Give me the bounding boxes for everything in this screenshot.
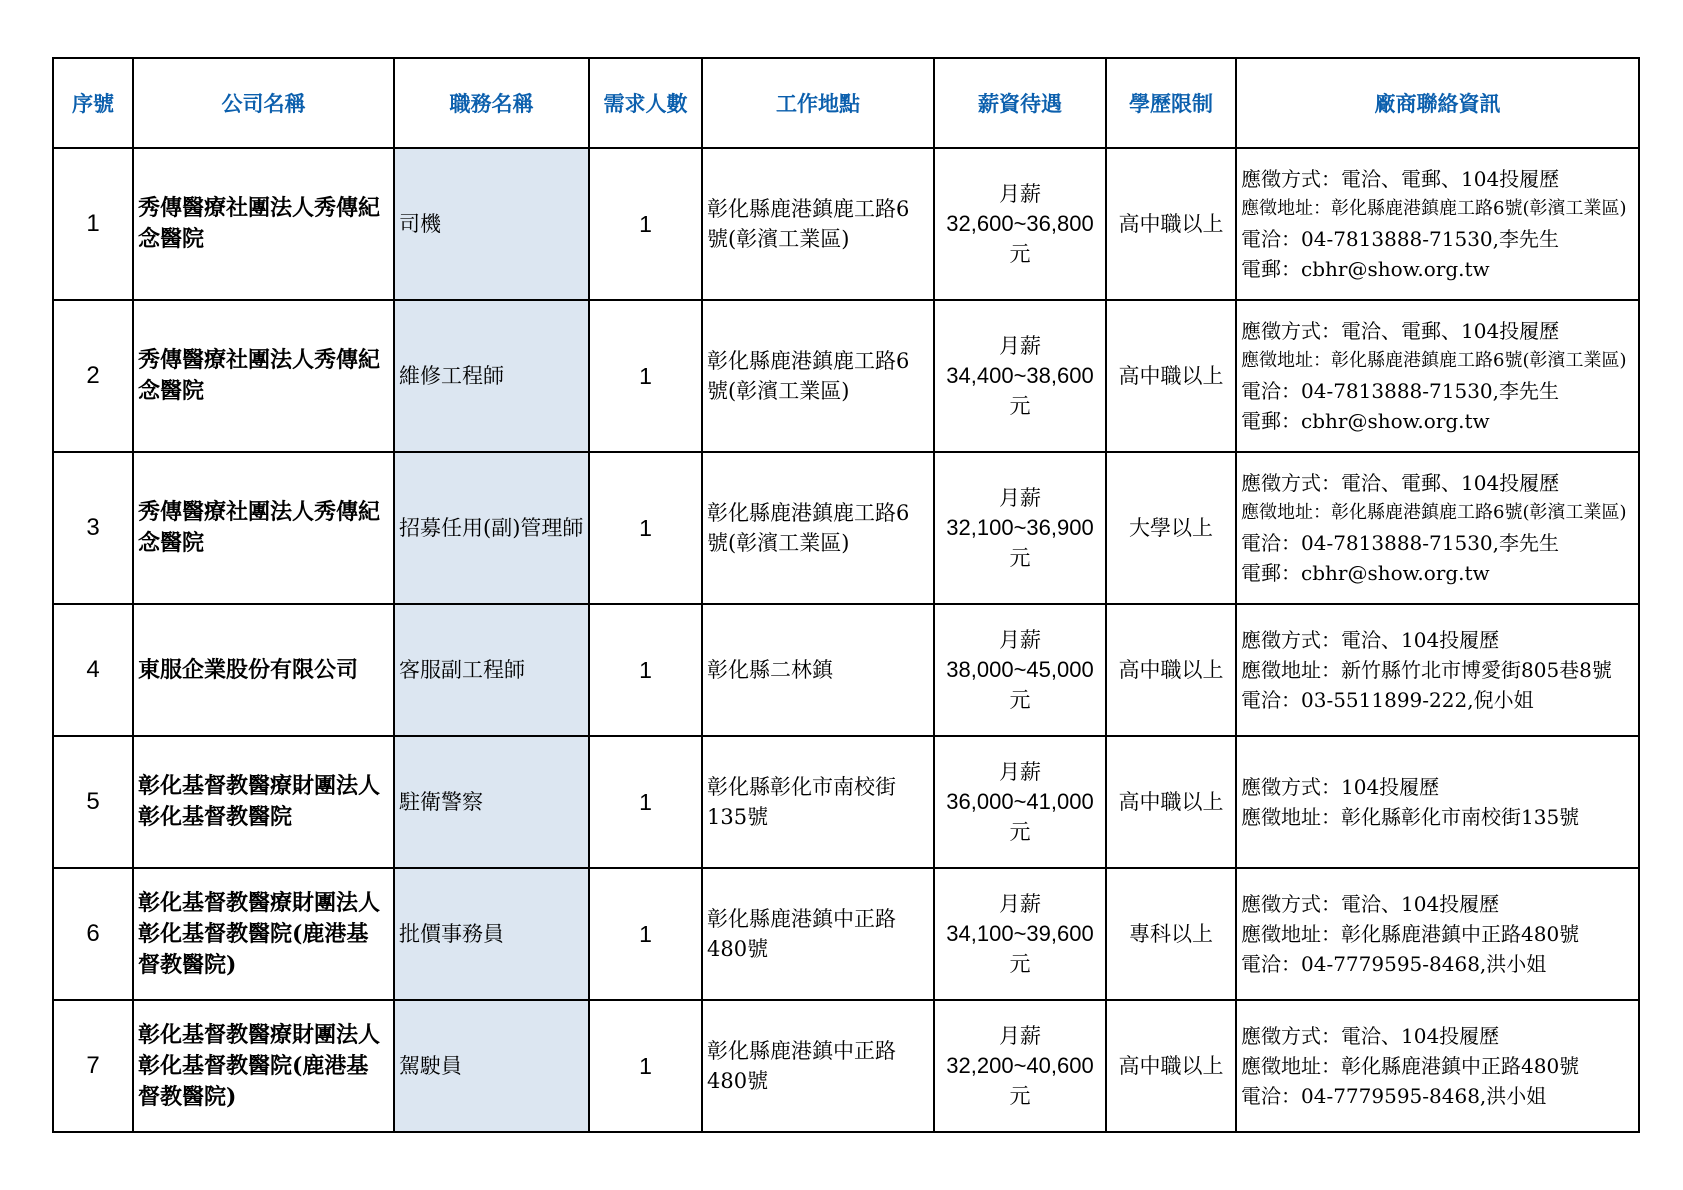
header-salary: 薪資待遇 xyxy=(934,58,1106,148)
contact-line: 應徵地址：彰化縣彰化市南校街135號 xyxy=(1241,805,1580,829)
salary-label: 月薪 xyxy=(999,182,1041,206)
contact-line: 電洽：04-7779595-8468,洪小姐 xyxy=(1241,952,1547,976)
row-contact xyxy=(1236,148,1639,300)
contact-line: 應徵地址：彰化縣鹿港鎮中正路480號 xyxy=(1241,922,1580,946)
row-location: 彰化縣鹿港鎮中正路480號 xyxy=(702,868,934,1000)
row-seq: 6 xyxy=(53,868,133,1000)
row-contact xyxy=(1236,736,1639,868)
row-contact xyxy=(1236,300,1639,452)
salary-range: 32,200~40,600 xyxy=(946,1053,1094,1078)
contact-line: 應徵方式：電洽、電郵、104投履歷 xyxy=(1241,319,1560,343)
contact-line: 應徵方式：電洽、104投履歷 xyxy=(1241,1024,1500,1048)
table-row xyxy=(53,604,1639,736)
row-location: 彰化縣彰化市南校街135號 xyxy=(702,736,934,868)
row-count: 1 xyxy=(589,148,702,300)
salary-range: 34,100~39,600 xyxy=(946,921,1094,946)
salary-label: 月薪 xyxy=(999,892,1041,916)
contact-line: 電郵：cbhr@show.org.tw xyxy=(1241,561,1490,585)
row-seq: 7 xyxy=(53,1000,133,1132)
contact-line: 應徵方式：電洽、電郵、104投履歷 xyxy=(1241,471,1560,495)
row-location: 彰化縣鹿港鎮鹿工路6號(彰濱工業區) xyxy=(702,452,934,604)
row-location: 彰化縣鹿港鎮鹿工路6號(彰濱工業區) xyxy=(702,148,934,300)
row-company: 秀傳醫療社團法人秀傳紀念醫院 xyxy=(133,148,394,300)
contact-line: 應徵方式：電洽、電郵、104投履歷 xyxy=(1241,167,1560,191)
row-count: 1 xyxy=(589,736,702,868)
row-job-title: 客服副工程師 xyxy=(394,604,589,736)
contact-line: 電洽：03-5511899-222,倪小姐 xyxy=(1241,688,1534,712)
row-contact xyxy=(1236,1000,1639,1132)
table-row xyxy=(53,300,1639,452)
header-contact: 廠商聯絡資訊 xyxy=(1236,58,1639,148)
row-salary xyxy=(934,1000,1106,1132)
row-contact xyxy=(1236,604,1639,736)
table-header-row xyxy=(53,58,1639,148)
salary-unit: 元 xyxy=(1009,820,1031,844)
contact-line: 電洽：04-7813888-71530,李先生 xyxy=(1241,227,1560,251)
row-job-title: 駕駛員 xyxy=(394,1000,589,1132)
row-education: 高中職以上 xyxy=(1106,148,1236,300)
row-education: 高中職以上 xyxy=(1106,736,1236,868)
row-contact xyxy=(1236,868,1639,1000)
row-salary xyxy=(934,148,1106,300)
row-job-title: 駐衛警察 xyxy=(394,736,589,868)
contact-line: 應徵方式：104投履歷 xyxy=(1241,775,1440,799)
row-company: 彰化基督教醫療財團法人彰化基督教醫院(鹿港基督教醫院) xyxy=(133,1000,394,1132)
row-salary xyxy=(934,452,1106,604)
row-count: 1 xyxy=(589,604,702,736)
row-company: 秀傳醫療社團法人秀傳紀念醫院 xyxy=(133,300,394,452)
salary-range: 34,400~38,600 xyxy=(946,363,1094,388)
table-row xyxy=(53,148,1639,300)
row-job-title: 招募任用(副)管理師 xyxy=(394,452,589,604)
salary-label: 月薪 xyxy=(999,1024,1041,1048)
row-location: 彰化縣鹿港鎮鹿工路6號(彰濱工業區) xyxy=(702,300,934,452)
row-salary xyxy=(934,604,1106,736)
header-location: 工作地點 xyxy=(702,58,934,148)
row-seq: 5 xyxy=(53,736,133,868)
table-row xyxy=(53,868,1639,1000)
salary-range: 38,000~45,000 xyxy=(946,657,1094,682)
salary-label: 月薪 xyxy=(999,628,1041,652)
contact-line: 應徵方式：電洽、104投履歷 xyxy=(1241,892,1500,916)
row-education: 大學以上 xyxy=(1106,452,1236,604)
header-company: 公司名稱 xyxy=(133,58,394,148)
salary-range: 32,600~36,800 xyxy=(946,211,1094,236)
row-count: 1 xyxy=(589,452,702,604)
contact-line: 電郵：cbhr@show.org.tw xyxy=(1241,257,1490,281)
table-row xyxy=(53,1000,1639,1132)
row-company: 東服企業股份有限公司 xyxy=(133,604,394,736)
row-location: 彰化縣二林鎮 xyxy=(702,604,934,736)
row-seq: 2 xyxy=(53,300,133,452)
row-education: 高中職以上 xyxy=(1106,604,1236,736)
salary-range: 32,100~36,900 xyxy=(946,515,1094,540)
contact-line: 應徵地址：彰化縣鹿港鎮鹿工路6號(彰濱工業區) xyxy=(1241,198,1627,219)
row-contact xyxy=(1236,452,1639,604)
salary-unit: 元 xyxy=(1009,394,1031,418)
row-location: 彰化縣鹿港鎮中正路480號 xyxy=(702,1000,934,1132)
header-seq: 序號 xyxy=(53,58,133,148)
row-job-title: 司機 xyxy=(394,148,589,300)
contact-line: 電洽：04-7813888-71530,李先生 xyxy=(1241,531,1560,555)
row-job-title: 維修工程師 xyxy=(394,300,589,452)
row-salary xyxy=(934,868,1106,1000)
contact-line: 電洽：04-7779595-8468,洪小姐 xyxy=(1241,1084,1547,1108)
salary-unit: 元 xyxy=(1009,546,1031,570)
contact-line: 應徵方式：電洽、104投履歷 xyxy=(1241,628,1500,652)
contact-line: 應徵地址：彰化縣鹿港鎮鹿工路6號(彰濱工業區) xyxy=(1241,502,1627,523)
row-company: 秀傳醫療社團法人秀傳紀念醫院 xyxy=(133,452,394,604)
row-seq: 4 xyxy=(53,604,133,736)
salary-unit: 元 xyxy=(1009,688,1031,712)
row-company: 彰化基督教醫療財團法人彰化基督教醫院(鹿港基督教醫院) xyxy=(133,868,394,1000)
row-education: 專科以上 xyxy=(1106,868,1236,1000)
salary-unit: 元 xyxy=(1009,1084,1031,1108)
row-education: 高中職以上 xyxy=(1106,300,1236,452)
salary-unit: 元 xyxy=(1009,952,1031,976)
row-salary xyxy=(934,736,1106,868)
header-title: 職務名稱 xyxy=(394,58,589,148)
row-seq: 3 xyxy=(53,452,133,604)
contact-line: 應徵地址：彰化縣鹿港鎮中正路480號 xyxy=(1241,1054,1580,1078)
contact-line: 電洽：04-7813888-71530,李先生 xyxy=(1241,379,1560,403)
row-seq: 1 xyxy=(53,148,133,300)
salary-label: 月薪 xyxy=(999,760,1041,784)
row-education: 高中職以上 xyxy=(1106,1000,1236,1132)
table-row xyxy=(53,736,1639,868)
salary-label: 月薪 xyxy=(999,486,1041,510)
row-count: 1 xyxy=(589,300,702,452)
salary-range: 36,000~41,000 xyxy=(946,789,1094,814)
salary-label: 月薪 xyxy=(999,334,1041,358)
row-job-title: 批價事務員 xyxy=(394,868,589,1000)
contact-line: 應徵地址：新竹縣竹北市博愛街805巷8號 xyxy=(1241,658,1612,682)
row-company: 彰化基督教醫療財團法人彰化基督教醫院 xyxy=(133,736,394,868)
contact-line: 應徵地址：彰化縣鹿港鎮鹿工路6號(彰濱工業區) xyxy=(1241,350,1627,371)
job-listing-table xyxy=(52,57,1640,1133)
table-row xyxy=(53,452,1639,604)
header-education: 學歷限制 xyxy=(1106,58,1236,148)
row-salary xyxy=(934,300,1106,452)
contact-line: 電郵：cbhr@show.org.tw xyxy=(1241,409,1490,433)
header-count: 需求人數 xyxy=(589,58,702,148)
row-count: 1 xyxy=(589,1000,702,1132)
row-count: 1 xyxy=(589,868,702,1000)
salary-unit: 元 xyxy=(1009,242,1031,266)
